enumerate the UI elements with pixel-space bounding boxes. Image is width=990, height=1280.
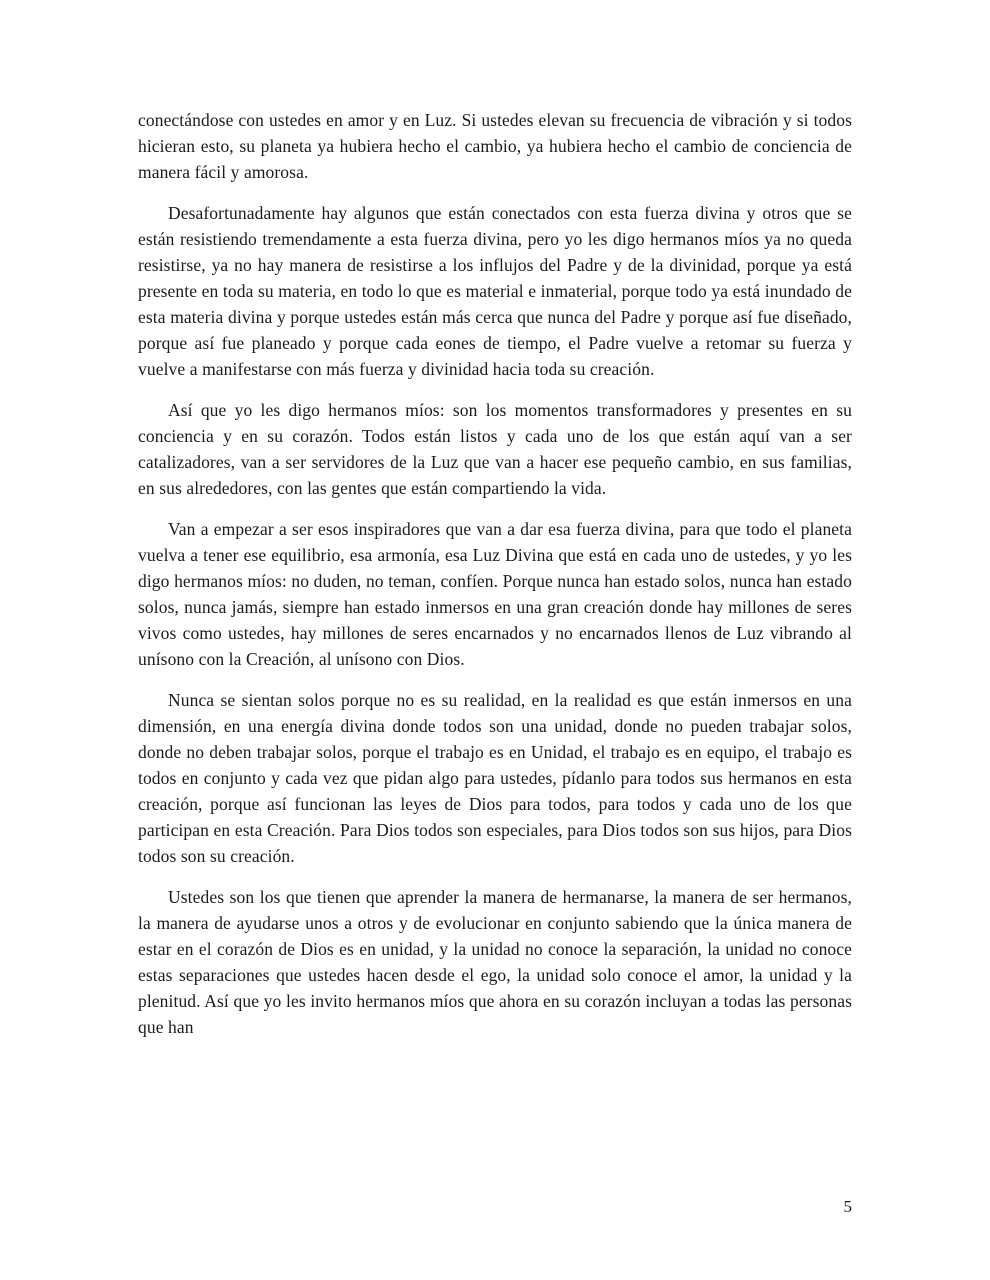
paragraph: conectándose con ustedes en amor y en Luz. Si ustedes elevan su frecuencia de vibración y si todos hicieran esto, su planeta ya hubiera hecho el cambio, ya hubiera hecho el cambio de conciencia de manera fácil y amorosa. [138, 110, 852, 182]
paragraph: Nunca se sientan solos porque no es su realidad, en la realidad es que están inmersos en una dimensión, en una energía divina donde todos son una unidad, donde no pueden trabajar solos, donde no deben trabajar solos, porque el trabajo es en Unidad, el trabajo es en equipo, el trabajo es todos en conjunto y cada vez que pidan algo para ustedes, pídanlo para todos sus hermanos en esta creación, porque así funcionan las leyes de Dios para todos, para todos y cada uno de los que participan en esta Creación. Para Dios todos son especiales, para Dios todos son sus hijos, para Dios todos son su creación. [138, 690, 852, 866]
text-block [138, 107, 852, 1040]
paragraph: Así que yo les digo hermanos míos: son los momentos transformadores y presentes en su conciencia y en su corazón. Todos están listos y cada uno de los que están aquí van a ser catalizadores, van a ser servidores de la Luz que van a hacer ese pequeño cambio, en sus familias, en sus alrededores, con las gentes que están compartiendo la vida. [138, 400, 852, 498]
page-number: 5 [843, 1197, 852, 1216]
paragraph: Ustedes son los que tienen que aprender la manera de hermanarse, la manera de ser hermanos, la manera de ayudarse unos a otros y de evolucionar en conjunto sabiendo que la única manera de estar en el corazón de Dios es en unidad, y la unidad no conoce la separación, la unidad no conoce estas separaciones que ustedes hacen desde el ego, la unidad solo conoce el amor, la unidad y la plenitud. Así que yo les invito hermanos míos que ahora en su corazón incluyan a todas las personas que han [138, 887, 852, 1037]
paragraph: Van a empezar a ser esos inspiradores que van a dar esa fuerza divina, para que todo el planeta vuelva a tener ese equilibrio, esa armonía, esa Luz Divina que está en cada uno de ustedes, y yo les digo hermanos míos: no duden, no teman, confíen. Porque nunca han estado solos, nunca han estado solos, nunca jamás, siempre han estado inmersos en una gran creación donde hay millones de seres vivos como ustedes, hay millones de seres encarnados y no encarnados llenos de Luz vibrando al unísono con la Creación, al unísono con Dios. [138, 519, 852, 669]
paragraph: Desafortunadamente hay algunos que están conectados con esta fuerza divina y otros que se están resistiendo tremendamente a esta fuerza divina, pero yo les digo hermanos míos ya no queda resistirse, ya no hay manera de resistirse a los influjos del Padre y de la divinidad, porque ya está presente en toda su materia, en todo lo que es material e inmaterial, porque todo ya está inundado de esta materia divina y porque ustedes están más cerca que nunca del Padre y porque así fue diseñado, porque así fue planeado y porque cada eones de tiempo, el Padre vuelve a retomar su fuerza y vuelve a manifestarse con más fuerza y divinidad hacia toda su creación. [138, 203, 852, 379]
